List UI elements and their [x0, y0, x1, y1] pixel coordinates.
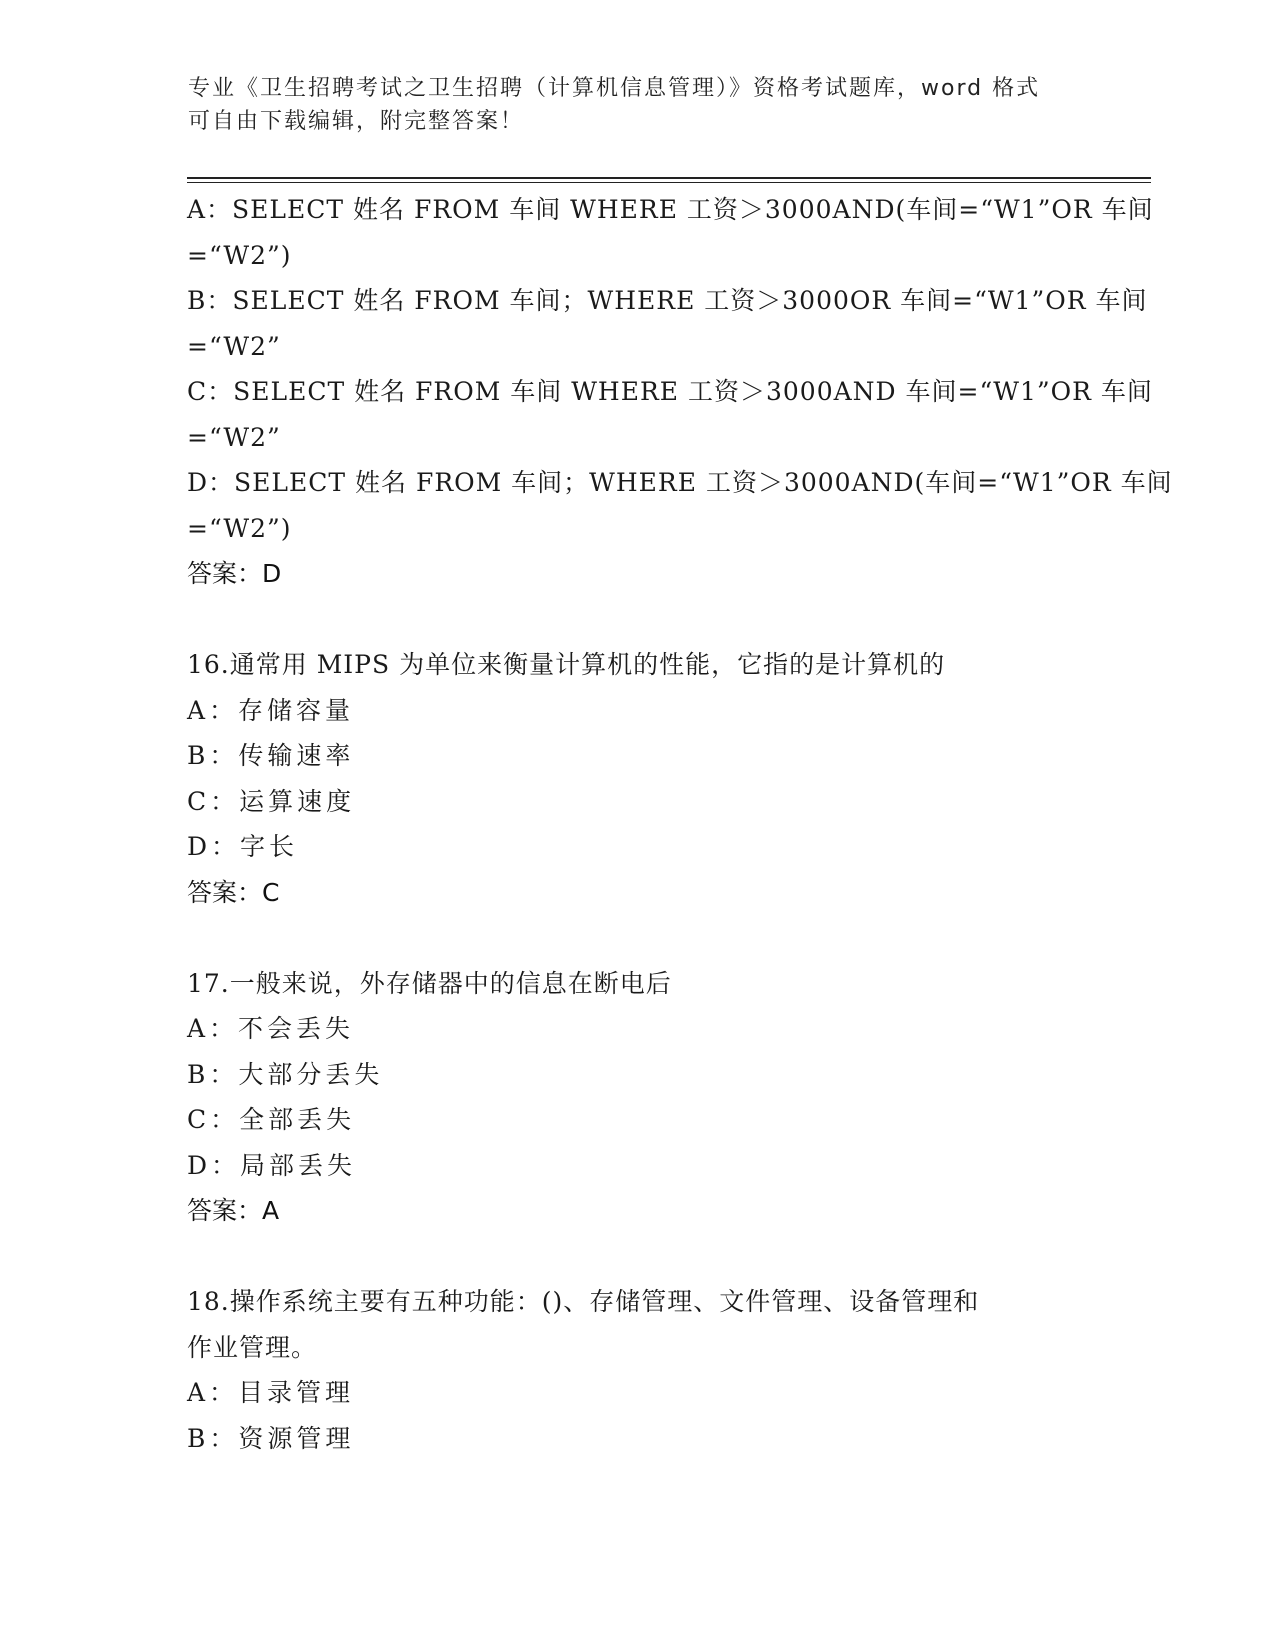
header-rule-thin	[187, 182, 1151, 183]
header-rule-thick	[187, 177, 1151, 179]
question-list	[187, 187, 1173, 1461]
answer: 答案：D	[187, 559, 282, 588]
option-a: A：不会丢失	[187, 1014, 355, 1043]
answer: 答案：C	[187, 877, 280, 907]
question-17	[187, 961, 1107, 1234]
option-c-line-1: C：SELECT 姓名 FROM 车间 WHERE 工资＞3000AND 车间=“W1”OR 车间	[187, 377, 1153, 406]
option-a: A：目录管理	[187, 1378, 355, 1407]
option-c: C：全部丢失	[187, 1105, 356, 1134]
option-a-line-1: A：SELECT 姓名 FROM 车间 WHERE 工资＞3000AND(车间=“W1”OR 车间	[187, 195, 1154, 224]
option-b-line-1: B：SELECT 姓名 FROM 车间；WHERE 工资＞3000OR 车间=“W1”OR 车间	[187, 286, 1148, 315]
question-18	[187, 1279, 1107, 1461]
question-text: 17.一般来说，外存储器中的信息在断电后	[187, 968, 672, 998]
header-line-2: 可自由下载编辑，附完整答案！	[188, 109, 525, 134]
spacer	[187, 915, 1107, 961]
option-b: B：传输速率	[187, 741, 355, 770]
question-text-line-1: 18.操作系统主要有五种功能：()、存储管理、文件管理、设备管理和	[187, 1287, 980, 1316]
option-a: A：存储容量	[187, 695, 355, 725]
spacer	[187, 597, 1107, 643]
option-b: B：大部分丢失	[187, 1059, 384, 1089]
option-b: B：资源管理	[187, 1423, 355, 1453]
question-16	[187, 642, 1107, 915]
option-c: C：运算速度	[187, 786, 356, 816]
option-d: D：局部丢失	[187, 1150, 357, 1180]
option-d-line-2: =“W2”)	[187, 513, 292, 543]
option-c-line-2: =“W2”	[187, 422, 281, 452]
question-15	[187, 187, 1173, 597]
page-header	[188, 72, 1088, 138]
option-a-line-2: =“W2”)	[187, 240, 292, 270]
question-text: 16.通常用 MIPS 为单位来衡量计算机的性能，它指的是计算机的	[187, 650, 946, 679]
spacer	[187, 1234, 1107, 1280]
question-text-line-2: 作业管理。	[187, 1332, 318, 1362]
header-line-1: 专业《卫生招聘考试之卫生招聘（计算机信息管理）》资格考试题库，word 格式	[188, 76, 1041, 101]
option-d: D：字长	[187, 832, 299, 861]
option-b-line-2: =“W2”	[187, 331, 281, 361]
option-d-line-1: D：SELECT 姓名 FROM 车间；WHERE 工资＞3000AND(车间=“W1”OR 车间	[187, 468, 1173, 497]
answer: 答案：A	[187, 1196, 280, 1225]
